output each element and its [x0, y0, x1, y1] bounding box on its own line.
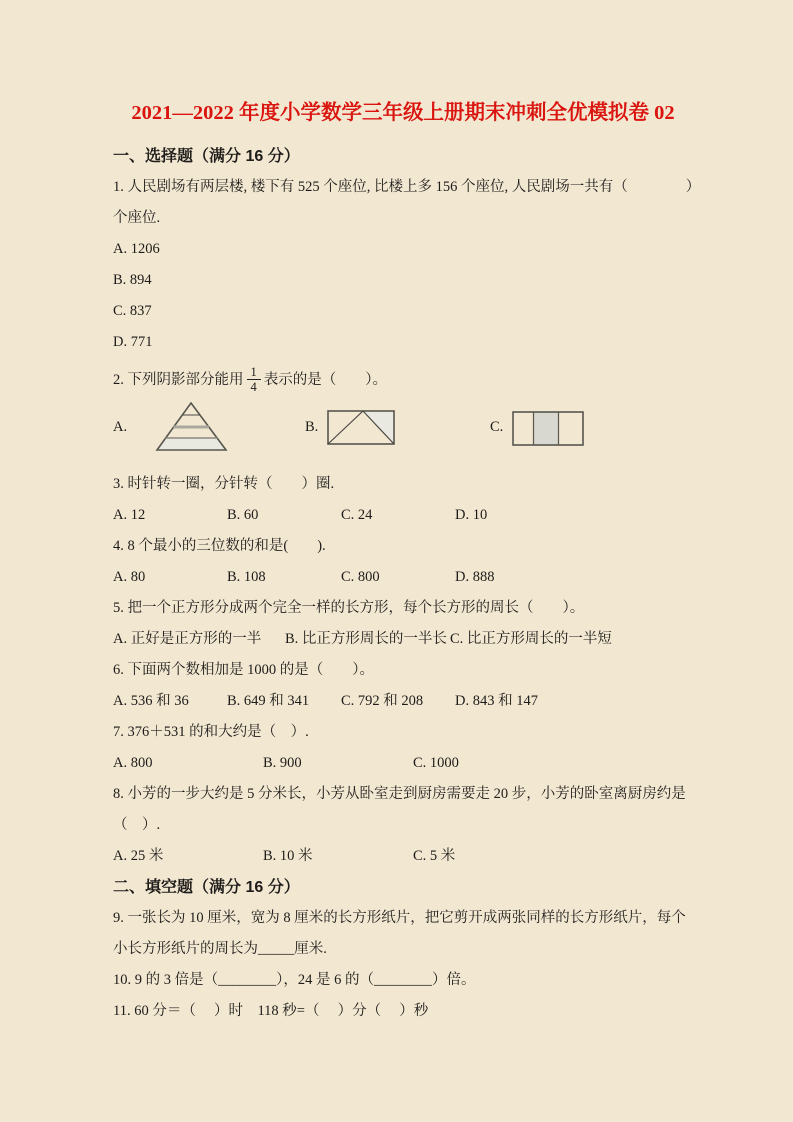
question-1-option-b: B. 894	[113, 272, 152, 288]
question-8-line2: （ ）.	[113, 817, 161, 833]
question-4-option-c: C. 800	[341, 569, 380, 585]
figure-a-triangle-strips	[153, 402, 231, 454]
question-7-text: 7. 376＋531 的和大约是（ ）.	[113, 724, 309, 740]
question-5-options	[113, 624, 693, 655]
fraction-one-fourth	[247, 365, 261, 395]
question-3-option-c: C. 24	[341, 507, 373, 523]
section2-heading: 二、填空题（满分 16 分）	[113, 879, 300, 896]
question-2-prefix: 2. 下列阴影部分能用	[113, 372, 244, 388]
question-8-option-b: B. 10 米	[263, 848, 313, 864]
question-8-option-a: A. 25 米	[113, 848, 164, 864]
question-10-text: 10. 9 的 3 倍是（________），24 是 6 的（________）倍。	[113, 972, 476, 988]
question-4-option-d: D. 888	[455, 569, 495, 585]
question-6-options	[113, 686, 693, 717]
question-6-option-b: B. 649 和 341	[227, 693, 310, 709]
question-1-option-d: D. 771	[113, 334, 153, 350]
question-2-text	[113, 358, 693, 402]
question-1-line2: 个座位.	[113, 210, 161, 226]
question-4-text: 4. 8 个最小的三位数的和是( ).	[113, 538, 326, 554]
question-11-text: 11. 60 分＝（ ）时 118 秒=（ ）分（ ）秒	[113, 1003, 429, 1019]
question-6-option-c: C. 792 和 208	[341, 693, 424, 709]
question-1-option-c: C. 837	[113, 303, 152, 319]
question-3-option-d: D. 10	[455, 507, 488, 523]
figure-b-rect-diagonals	[327, 410, 395, 445]
question-4-options	[113, 562, 693, 593]
question-6-text: 6. 下面两个数相加是 1000 的是（ ）。	[113, 662, 374, 678]
figure-c-rect-thirds	[512, 411, 584, 446]
question-7-option-c: C. 1000	[413, 755, 459, 771]
question-3-option-a: A. 12	[113, 507, 146, 523]
question-8-line1: 8. 小芳的一步大约是 5 分米长，小芳从卧室走到厨房需要走 20 步，小芳的卧室离厨房约是	[113, 786, 686, 802]
question-7-options	[113, 748, 693, 779]
question-3-option-b: B. 60	[227, 507, 259, 523]
question-5-option-b: B. 比正方形周长的一半长	[285, 631, 447, 647]
question-6-option-d: D. 843 和 147	[455, 693, 538, 709]
section1-heading: 一、选择题（满分 16 分）	[113, 148, 300, 165]
question-5-text: 5. 把一个正方形分成两个完全一样的长方形，每个长方形的周长（ ）。	[113, 600, 585, 616]
question-6-option-a: A. 536 和 36	[113, 693, 189, 709]
question-8-option-c: C. 5 米	[413, 848, 456, 864]
figure-c-label: C.	[490, 419, 504, 435]
question-2-suffix: 表示的是（ ）。	[263, 372, 387, 388]
question-4-option-b: B. 108	[227, 569, 266, 585]
fraction-denominator: 4	[250, 380, 257, 395]
question-5-option-a: A. 正好是正方形的一半	[113, 631, 262, 647]
question-7-option-a: A. 800	[113, 755, 153, 771]
question-7-option-b: B. 900	[263, 755, 302, 771]
question-4-option-a: A. 80	[113, 569, 146, 585]
question-9-line2: 小长方形纸片的周长为_____厘米.	[113, 941, 327, 957]
fraction-numerator: 1	[247, 365, 261, 380]
question-3-options	[113, 500, 693, 531]
question-1-option-a: A. 1206	[113, 241, 160, 257]
page-title: 2021—2022 年度小学数学三年级上册期末冲刺全优模拟卷 02	[131, 102, 675, 124]
question-5-option-c: C. 比正方形周长的一半短	[450, 631, 612, 647]
figure-b-label: B.	[305, 419, 319, 435]
question-1-line1: 1. 人民剧场有两层楼, 楼下有 525 个座位, 比楼上多 156 个座位, 人民剧场一共有（ ）	[113, 179, 701, 195]
figure-a-label: A.	[113, 419, 128, 435]
question-8-options	[113, 841, 693, 872]
question-9-line1: 9. 一张长为 10 厘米，宽为 8 厘米的长方形纸片，把它剪开成两张同样的长方形纸片，每个	[113, 910, 686, 926]
question-2-figures	[113, 402, 693, 469]
question-3-text: 3. 时针转一圈，分针转（ ）圈.	[113, 476, 335, 492]
